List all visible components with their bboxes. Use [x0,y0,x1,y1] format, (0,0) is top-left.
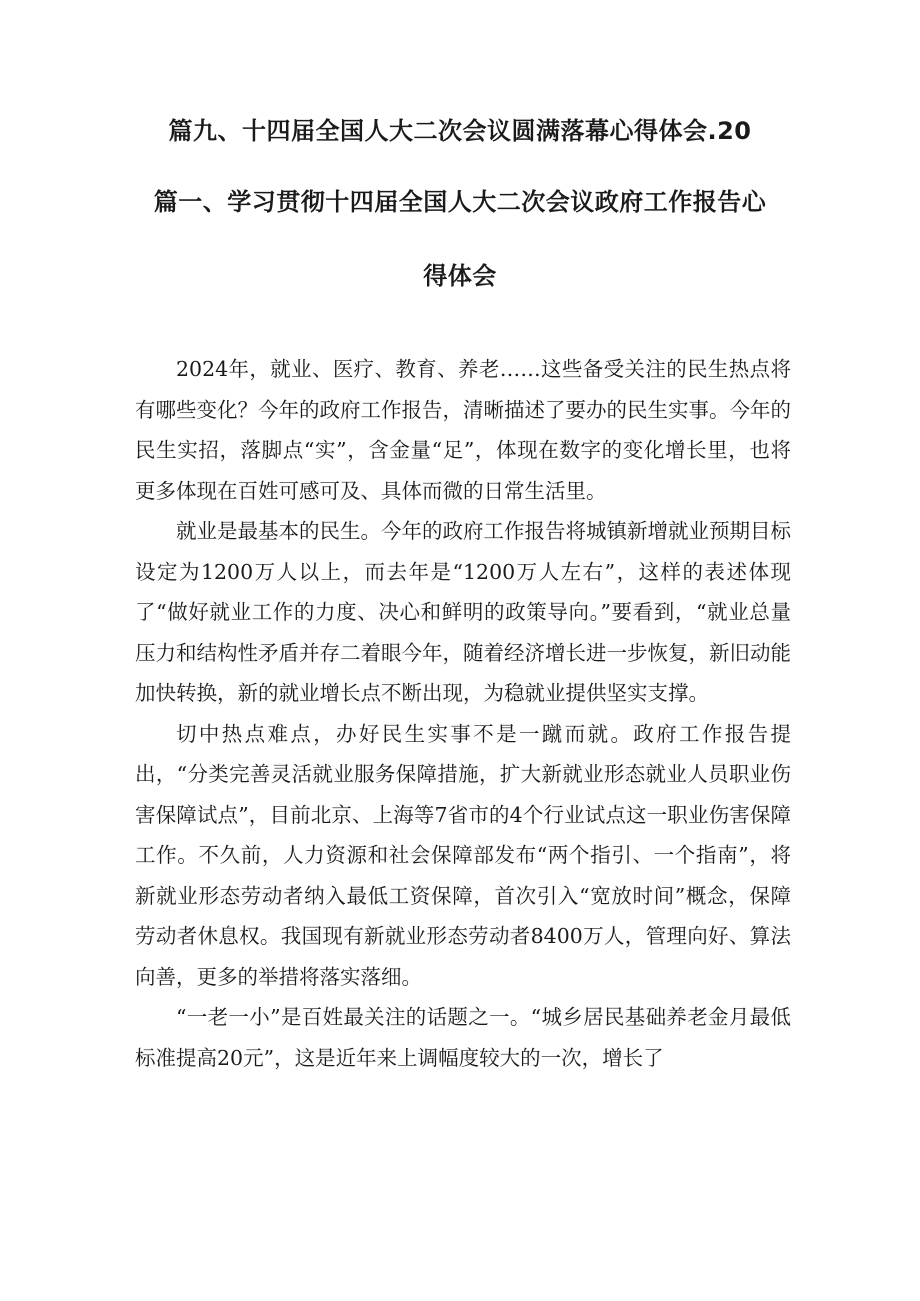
paragraph: 切中热点难点，办好民生实事不是一蹴而就。政府工作报告提出，“分类完善灵活就业服务保障措施，扩大新就业形态就业人员职业伤害保障试点”，目前北京、上海等7省市的4个行业试点这一职业伤害保障工作。不久前，人力资源和社会保障部发布“两个指引、一个指南”，将新就业形态劳动者纳入最低工资保障，首次引入“宽放时间”概念，保障劳动者休息权。我国现有新就业形态劳动者8400万人，管理向好、算法向善，更多的举措将落实落细。 [135,721,791,989]
toc-entry: 篇九、十四届全国人大二次会议圆满落幕心得体会.20 [168,117,752,145]
paragraph: 2024年，就业、医疗、教育、养老……这些备受关注的民生热点将有哪些变化？今年的政府工作报告，清晰描述了要办的民生实事。今年的民生实招，落脚点“实”，含金量“足”，体现在数字的变化增长里，也将更多体现在百姓可感可及、具体而微的日常生活里。 [135,357,791,503]
section-heading-line-1: 篇一、学习贯彻十四届全国人大二次会议政府工作报告心 [153,188,767,216]
body-text [135,349,791,1078]
paragraph: “一老一小”是百姓最关注的话题之一。“城乡居民基础养老金月最低标准提高20元”，这是近年来上调幅度较大的一次，增长了 [135,1005,791,1070]
section-heading-line-2: 得体会 [423,262,497,290]
section-heading [0,165,920,313]
paragraph: 就业是最基本的民生。今年的政府工作报告将城镇新增就业预期目标设定为1200万人以上，而去年是“1200万人左右”，这样的表述体现了“做好就业工作的力度、决心和鲜明的政策导向。”要看到，“就业总量压力和结构性矛盾并存二着眼今年，随着经济增长进一步恢复，新旧动能加快转换，新的就业增长点不断出现，为稳就业提供坚实支撑。 [135,519,791,705]
